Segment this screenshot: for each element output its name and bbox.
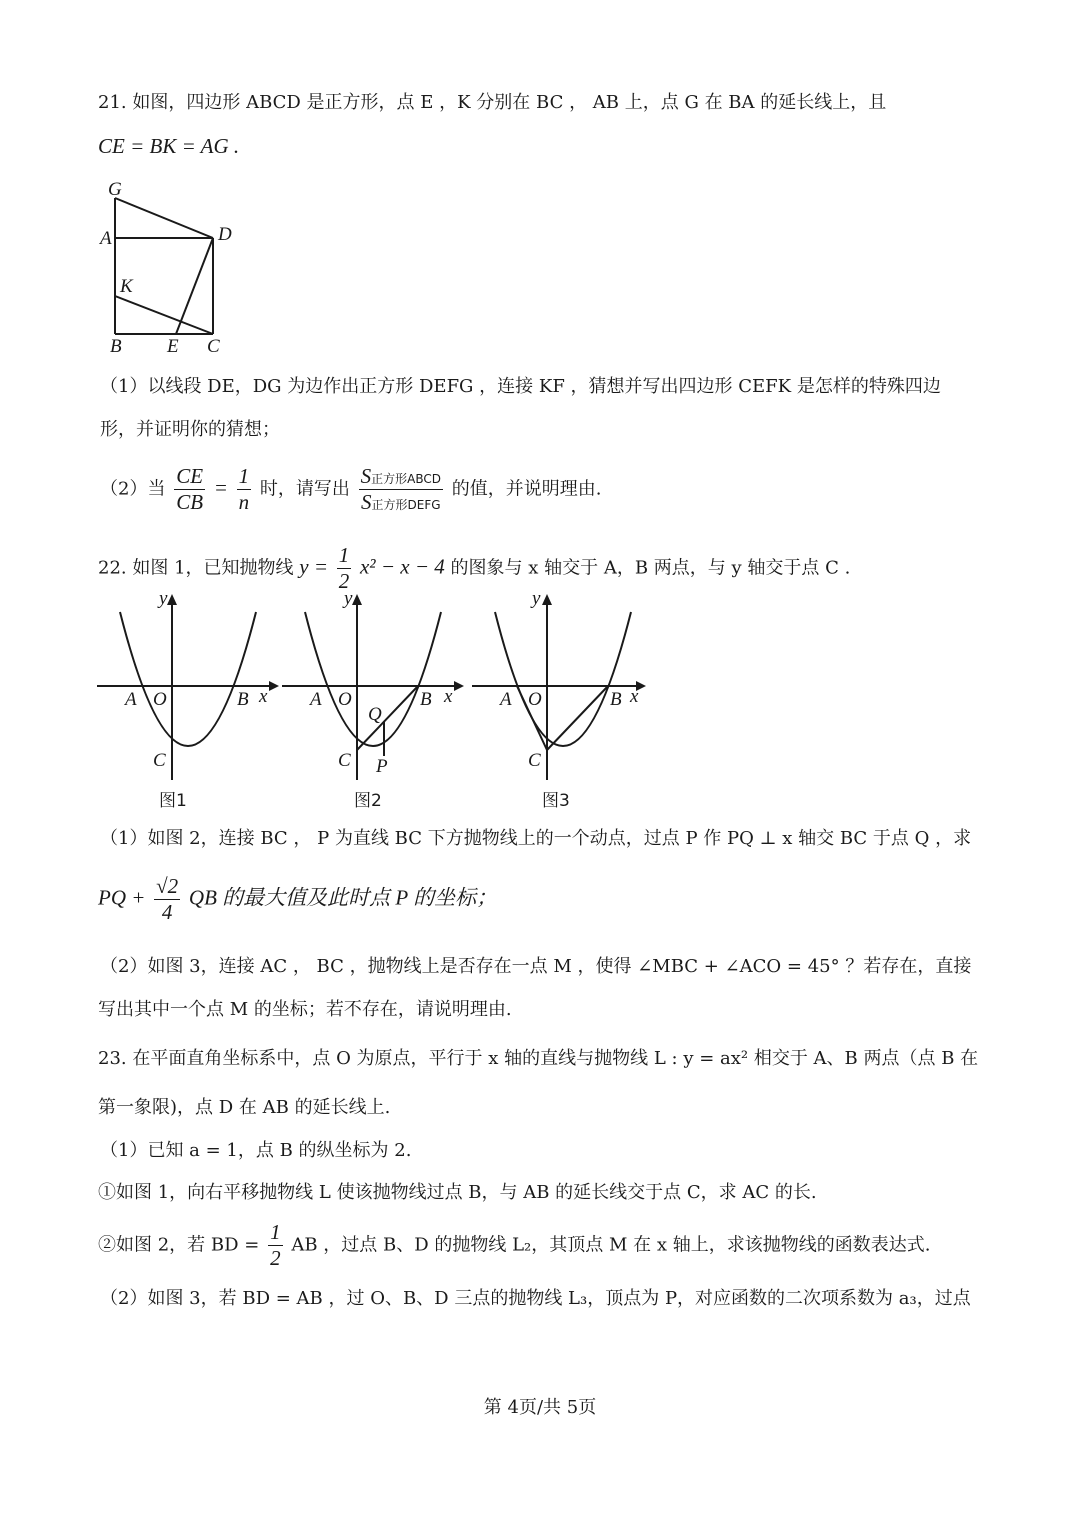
caption: 图3 — [542, 791, 570, 811]
label-O: O — [528, 689, 542, 710]
q22-stem: 22. 如图 1，已知抛物线 y = $\frac{1}{2}$ x² − x − 4 的图象与 x 轴交于 A，B 两点，与 y 轴交于点 C . — [98, 543, 851, 593]
axis-y: y — [159, 590, 168, 609]
q21-figure-square — [98, 176, 248, 356]
label-B: B — [420, 689, 432, 710]
label-P: P — [376, 756, 388, 777]
q22-figure-1 — [95, 590, 285, 815]
q22-part2-line1: （2）如图 3，连接 AC ， BC ，抛物线上是否存在一点 M ，使得 ∠MBC + ∠ACO = 45° ？若存在，直接 — [100, 956, 972, 977]
label-A: A — [100, 228, 112, 249]
q22-part1-line1: （1）如图 2，连接 BC ， P 为直线 BC 下方抛物线上的一个动点，过点 P 作 PQ ⊥ x 轴交 BC 于点 Q ，求 — [100, 828, 972, 849]
q23-part1: （1）已知 a = 1，点 B 的纵坐标为 2. — [100, 1140, 412, 1161]
q22-part1-line2: PQ + $\frac{√2}{4}$ QB 的最大值及此时点 P 的坐标； — [98, 874, 498, 924]
caption: 图2 — [354, 791, 382, 811]
label-A: A — [310, 689, 322, 710]
label-A: A — [500, 689, 512, 710]
label-G: G — [108, 179, 122, 200]
label-A: A — [125, 689, 137, 710]
label-O: O — [338, 689, 352, 710]
q23-sub2: ②如图 2，若 BD = $\frac{1}{2}$ AB ，过点 B、D 的抛物线 L₂，其顶点 M 在 x 轴上，求该抛物线的函数表达式. — [98, 1220, 931, 1270]
q21-part2: （2）当 $\frac{CE}{CB}$ = $\frac{1}{n}$ 时，请写出 $\frac{\text{S正方形ABCD}}{\text{S正方形DEFG}}$ 的值，并说明理由. — [100, 464, 602, 514]
label-E: E — [167, 336, 179, 356]
label-D: D — [218, 224, 232, 245]
label-B: B — [237, 689, 249, 710]
axis-y: y — [344, 590, 353, 609]
label-O: O — [153, 689, 167, 710]
q23-stem-line2: 第一象限)，点 D 在 AB 的延长线上. — [98, 1097, 391, 1118]
q23-part2: （2）如图 3，若 BD = AB ，过 O、B、D 三点的抛物线 L₃，顶点为 P，对应函数的二次项系数为 a₃，过点 — [100, 1288, 971, 1309]
axis-y: y — [532, 590, 541, 609]
q23-stem-line1: 23. 在平面直角坐标系中，点 O 为原点，平行于 x 轴的直线与抛物线 L : y = ax² 相交于 A、B 两点（点 B 在 — [98, 1048, 979, 1069]
label-C: C — [153, 750, 166, 771]
label-C: C — [338, 750, 351, 771]
axis-x: x — [444, 686, 453, 707]
q23-sub1: ①如图 1，向右平移抛物线 L 使该抛物线过点 B，与 AB 的延长线交于点 C，求 AC 的长. — [98, 1182, 817, 1203]
q21-stem-line2: CE = BK = AG . — [98, 134, 240, 158]
axis-x: x — [630, 686, 639, 707]
label-C: C — [207, 336, 220, 356]
q21-part1-line2: 形，并证明你的猜想； — [100, 419, 280, 440]
page-footer: 第 4页/共 5页 — [483, 1397, 597, 1418]
label-Q: Q — [368, 704, 382, 725]
label-C: C — [528, 750, 541, 771]
label-B: B — [610, 689, 622, 710]
q21-part1-line1: （1）以线段 DE，DG 为边作出正方形 DEFG ，连接 KF ，猜想并写出四边形 CEFK 是怎样的特殊四边 — [100, 376, 941, 397]
q21-stem-line1: 21. 如图，四边形 ABCD 是正方形，点 E ，K 分别在 BC ， AB 上，点 G 在 BA 的延长线上，且 — [98, 92, 887, 113]
q22-figure-2 — [280, 590, 470, 815]
q22-part2-line2: 写出其中一个点 M 的坐标；若不存在，请说明理由. — [98, 999, 512, 1020]
q22-figure-3 — [470, 590, 660, 815]
label-B: B — [110, 336, 122, 356]
caption: 图1 — [159, 791, 187, 811]
axis-x: x — [259, 686, 268, 707]
label-K: K — [120, 276, 133, 297]
